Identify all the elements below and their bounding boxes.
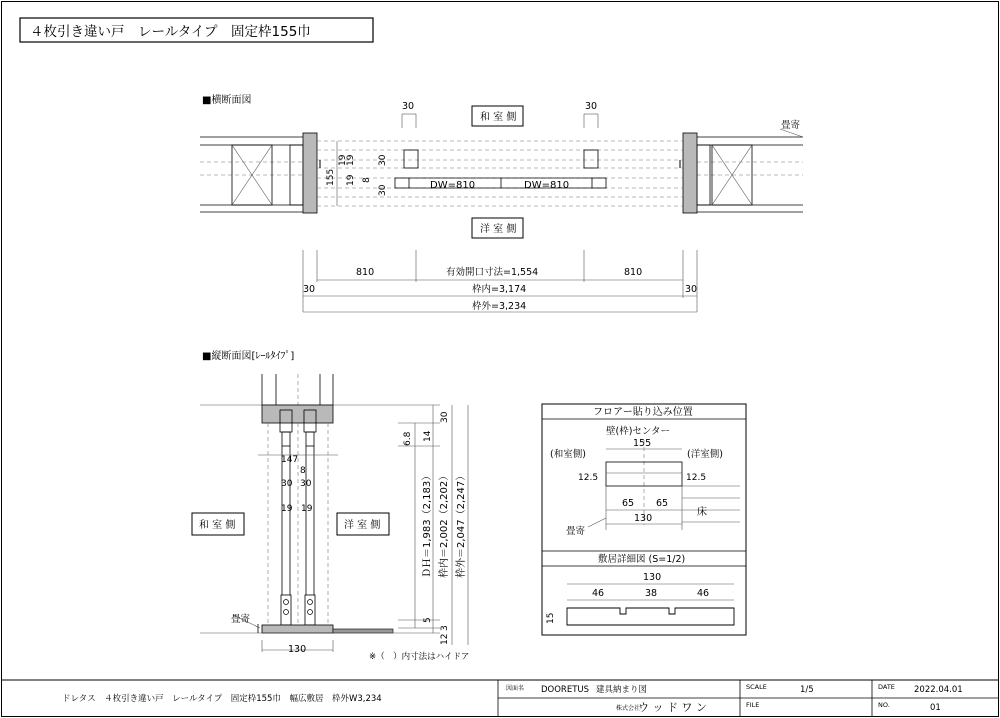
floor-center: 壁(枠)センター (606, 426, 671, 437)
section-inner: 枠内＝2,002（2,202） (439, 470, 450, 578)
section-d19a: 19 (281, 504, 293, 514)
plan-v8: 8 (362, 177, 372, 183)
floor-title: フロアー貼り込み位置 (593, 407, 693, 418)
floor-youshitsu: (洋室側) (687, 449, 723, 460)
plan-washitsu-label: 和 室 側 (480, 112, 517, 123)
section-heading: ■縦断面図[ﾚｰﾙﾀｲﾌﾟ] (202, 351, 295, 362)
floor-d12-5-right: 12.5 (686, 473, 707, 483)
plan-dim-30-right: 30 (685, 284, 698, 295)
section-d30-top: 30 (440, 411, 450, 423)
head-frame (262, 405, 333, 423)
section-d8: 8 (300, 466, 306, 476)
section-note: ※（ ）内寸法はハイドア (369, 652, 470, 662)
sill-detail-profile (567, 608, 734, 625)
plan-dim-top-right: 30 (585, 101, 598, 112)
floor-d130: 130 (634, 513, 653, 524)
plan-section (200, 93, 803, 312)
floor-d15: 15 (546, 612, 556, 624)
floor-d12-5-left: 12.5 (578, 473, 599, 483)
plan-heading: ■横断面図 (202, 95, 252, 106)
tb-label-date: DATE (878, 683, 895, 691)
floor-d65b: 65 (656, 498, 669, 509)
floor-detail-title: 敷居詳細図 (S=1/2) (598, 554, 686, 565)
tb-date: 2022.04.01 (914, 685, 963, 695)
tb-label-name: 図面名 (506, 685, 525, 692)
section-outer: 枠外＝2,047（2,247） (456, 470, 467, 578)
tb-label-file: FILE (746, 701, 760, 709)
frame-left (303, 133, 317, 213)
section-youshitsu-label: 洋 室 側 (344, 520, 381, 531)
floor-detail (542, 404, 746, 635)
plan-dw-left: DW=810 (430, 180, 476, 191)
sill (262, 625, 333, 633)
plan-v30a: 30 (378, 154, 388, 166)
plan-v19b: 19 (346, 174, 356, 186)
plan-youshitsu-label: 洋 室 側 (480, 224, 517, 235)
floor-d155: 155 (633, 438, 652, 449)
plan-dim-inner: 枠内=3,174 (472, 284, 527, 295)
section-d30a: 30 (281, 479, 293, 489)
plan-dim-810-right: 810 (624, 267, 643, 278)
drawing-title: ４枚引き違い戸 レールタイプ 固定枠155巾 (30, 24, 311, 40)
vertical-section (192, 349, 469, 662)
tb-label-scale: SCALE (746, 683, 767, 691)
section-d12: 12 (440, 633, 450, 645)
plan-v19c: 19 (338, 154, 348, 166)
plan-dim-outer: 枠外=3,234 (472, 301, 527, 312)
section-dh: ＤＨ＝1,983（2,183） (422, 470, 433, 578)
floor-d65a: 65 (622, 498, 635, 509)
plan-dim-top-left: 30 (402, 101, 415, 112)
plan-v30b: 30 (378, 184, 388, 196)
section-d130: 130 (288, 644, 307, 655)
tb-company: ウ ッ ド ワ ン (638, 701, 707, 714)
floor-d46b: 46 (697, 588, 710, 599)
floor-yuka: 床 (697, 507, 707, 518)
section-tatamiyose-label: 畳寄 (231, 614, 251, 625)
section-d6-8: 6.8 (403, 431, 413, 446)
frame-right (683, 133, 697, 213)
plan-dim-30-left: 30 (303, 284, 316, 295)
tb-drawing-name: 建具納まり図 (596, 685, 648, 695)
tb-label-company: 株式会社 (616, 705, 641, 712)
floor-d38: 38 (645, 588, 658, 599)
plan-v155: 155 (326, 168, 336, 186)
section-d3: 3 (440, 625, 450, 631)
title-block (2, 680, 999, 716)
plan-dim-810-left: 810 (356, 267, 375, 278)
tb-product: DOORETUS (541, 685, 590, 695)
section-d147: 147 (281, 455, 299, 465)
floor-tatamiyose: 畳寄 (566, 526, 586, 537)
tb-scale: 1/5 (800, 685, 814, 695)
plan-dim-opening: 有効開口寸法=1,554 (446, 267, 539, 278)
section-d14: 14 (423, 430, 433, 442)
floor-d130-b: 130 (643, 572, 662, 583)
section-d30b: 30 (300, 479, 312, 489)
floor-washitsu: (和室側) (550, 449, 586, 460)
plan-tatamiyose-label: 畳寄 (781, 120, 801, 131)
plan-v19a: 19 (346, 154, 356, 166)
plan-dw-right: DW=810 (524, 180, 570, 191)
tb-no: 01 (930, 703, 941, 713)
tb-description: ドレタス ４枚引き違い戸 レールタイプ 固定枠155巾 幅広敷居 枠外W3,234 (62, 694, 382, 704)
tb-label-no: NO. (878, 701, 890, 709)
section-d5: 5 (423, 617, 433, 623)
section-d19b: 19 (301, 504, 313, 514)
floor-d46a: 46 (592, 588, 605, 599)
section-washitsu-label: 和 室 側 (199, 520, 236, 531)
